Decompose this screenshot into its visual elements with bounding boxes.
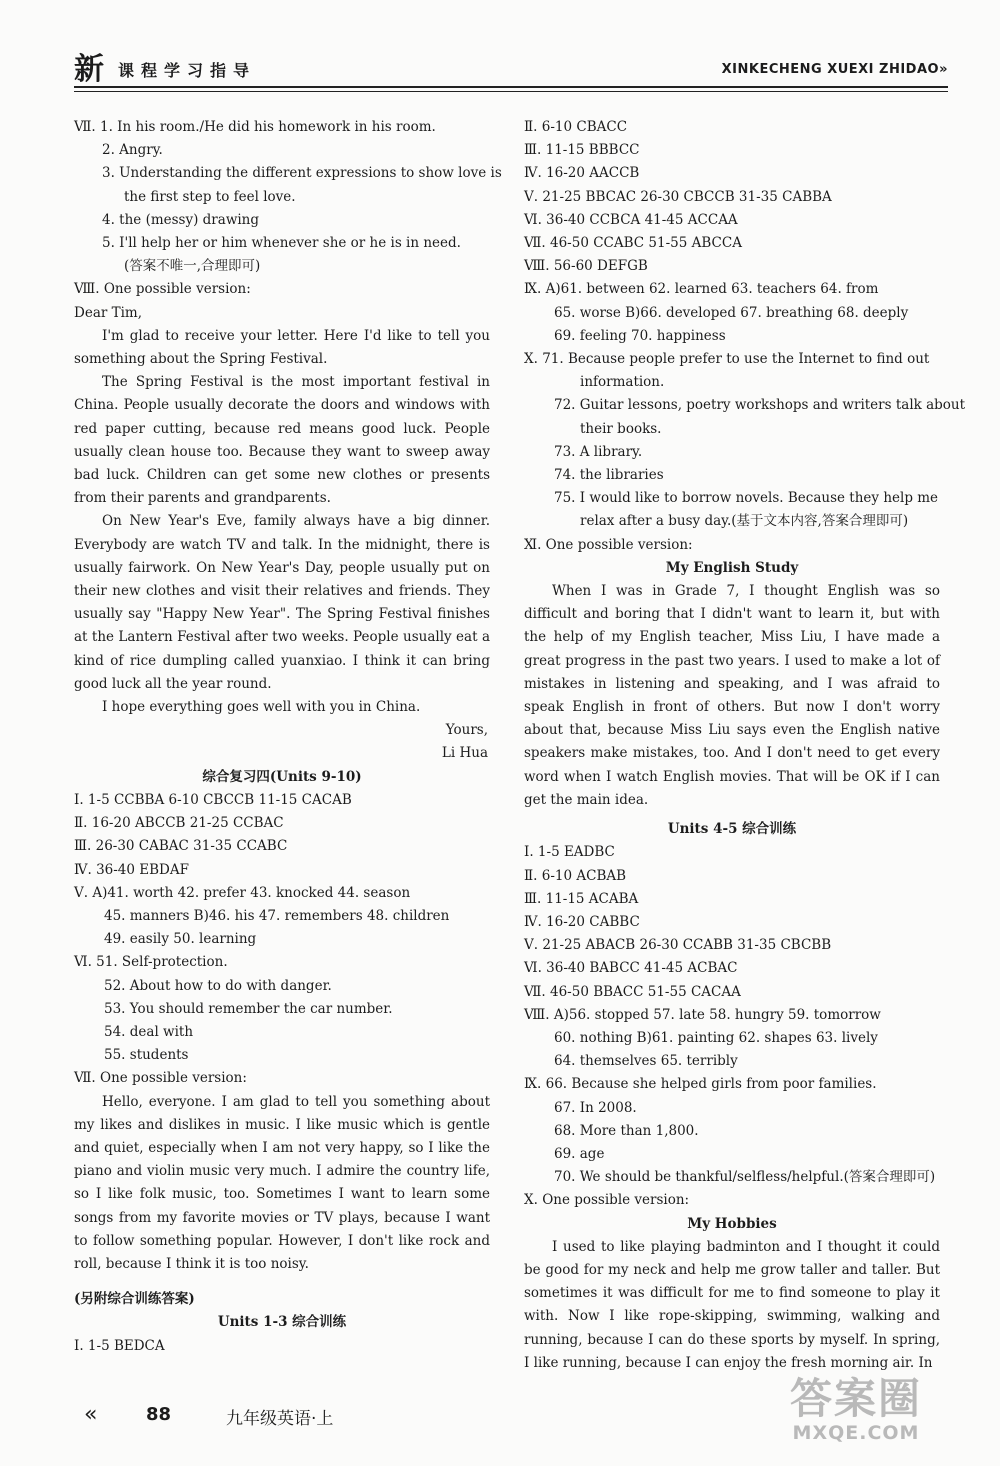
answer-note: (答案不唯一,合理即可) <box>124 258 261 275</box>
answer-line: Ⅰ. 1-5 BEDCA <box>74 1337 165 1354</box>
section-intro: Ⅶ. One possible version: <box>74 1070 247 1087</box>
answer-line: 45. manners B)46. his 47. remembers 48. children <box>104 907 450 924</box>
answer-line: 60. nothing B)61. painting 62. shapes 63. lively <box>554 1029 878 1046</box>
essay-title: My English Study <box>665 559 799 576</box>
watermark-url: MXQE.COM <box>792 1422 920 1444</box>
letter-paragraph: The Spring Festival is the most important festival in China. People usually decorate the doors and windows with red paper cutting, because red means good luck. People usually clean house too. Because they want to sweep away bad luck. Children can get some new clothes or presents from their parents and grandparents. <box>74 374 490 507</box>
page-number: 88 <box>146 1404 172 1425</box>
watermark-main: 答案圈 <box>790 1374 923 1423</box>
answer-line: Ⅰ. 1-5 EADBC <box>524 844 615 861</box>
speech-paragraph: Hello, everyone. I am glad to tell you something about my likes and dislikes in music. I like music which is gentle and quiet, especially when I am not very happy, so I like the piano and violin music very much. I admire the country life, so I like folk music, too. Sometimes I want to learn some songs from my favorite movies or TV plays, because I want to follow something popular. However, I don't like rock and roll, because I think it is too noisy. <box>74 1093 490 1272</box>
answer-line: Ⅳ. 16-20 AACCB <box>524 165 640 182</box>
answer-line: Ⅵ. 51. Self-protection. <box>74 954 228 971</box>
extra-title: (另附综合训练答案) <box>74 1291 195 1308</box>
answer-line: Ⅸ. 66. Because she helped girls from poor families. <box>524 1076 877 1093</box>
essay-title: My Hobbies <box>687 1215 777 1232</box>
answer-line: Ⅷ. A)56. stopped 57. late 58. hungry 59. tomorrow <box>524 1006 881 1023</box>
answer-line: Ⅱ. 6-10 ACBAB <box>524 867 627 884</box>
section-intro: Ⅷ. One possible version: <box>74 281 251 298</box>
essay-paragraph: I used to like playing badminton and I thought it could be good for my neck and help me grow taller and taller. But sometimes it was difficult for me to find someone to play it with. Now I like rope-skipping, swimming, walking and running, because I can do these sports by myself. In spring, I like running, because I can enjoy the fresh morning air. In <box>524 1238 940 1371</box>
answer-line: 5. I'll help her or him whenever she or he is in need. <box>102 235 461 252</box>
left-column <box>74 116 502 1358</box>
answer-line: 4. the (messy) drawing <box>102 211 260 228</box>
letter-signer: Li Hua <box>441 745 488 762</box>
answer-line: Ⅶ. 46-50 CCABC 51-55 ABCCA <box>524 235 742 252</box>
answer-line: 53. You should remember the car number. <box>104 1000 393 1017</box>
header-logo: 新 <box>74 52 104 87</box>
answer-line: 74. the libraries <box>554 467 664 484</box>
header-title-en-text: XINKECHENG XUEXI ZHIDAO <box>721 62 940 77</box>
answer-line: 75. I would like to borrow novels. Because they help me <box>554 490 939 507</box>
letter-signoff: Yours, <box>445 722 488 739</box>
header-title-en <box>722 62 948 77</box>
footer-arrow-icon: « <box>84 1402 98 1427</box>
answer-line: Ⅰ. 1-5 CCBBA 6-10 CBCCB 11-15 CACAB <box>74 791 352 808</box>
answer-line: the first step to feel love. <box>124 188 296 205</box>
section-intro: Ⅺ. One possible version: <box>524 536 693 553</box>
answer-line: 52. About how to do with danger. <box>104 977 332 994</box>
answer-line: Ⅱ. 16-20 ABCCB 21-25 CCBAC <box>74 815 284 832</box>
answer-line: Ⅱ. 6-10 CBACC <box>524 119 628 135</box>
right-column <box>524 116 966 1375</box>
answer-line: Ⅶ. 1. In his room./He did his homework in his room. <box>74 119 436 135</box>
answer-line: 2. Angry. <box>102 142 163 159</box>
watermark <box>790 1376 922 1444</box>
answer-line: Ⅴ. 21-25 ABACB 26-30 CCABB 31-35 CBCBB <box>524 937 832 954</box>
answer-line: 54. deal with <box>104 1023 194 1040</box>
answer-line: 69. feeling 70. happiness <box>554 327 726 344</box>
section-title: Units 1-3 综合训练 <box>217 1314 347 1331</box>
answer-line: 65. worse B)66. developed 67. breathing 68. deeply <box>554 304 909 321</box>
section-title: Units 4-5 综合训练 <box>667 821 797 838</box>
answer-line: 70. We should be thankful/selfless/helpful.(答案合理即可) <box>554 1169 936 1186</box>
answer-line: Ⅶ. 46-50 BBACC 51-55 CACAA <box>524 983 741 1000</box>
answer-line: Ⅴ. A)41. worth 42. prefer 43. knocked 44. season <box>74 884 411 901</box>
answer-line: Ⅳ. 36-40 EBDAF <box>74 861 189 878</box>
answer-line: Ⅲ. 11-15 BBBCC <box>524 142 640 159</box>
spacer <box>74 1276 490 1288</box>
answer-line: 64. themselves 65. terribly <box>554 1053 738 1070</box>
answer-line: Ⅳ. 16-20 CABBC <box>524 913 640 930</box>
answer-line: 68. More than 1,800. <box>554 1122 699 1139</box>
answer-line: 49. easily 50. learning <box>104 931 257 948</box>
answer-line: Ⅲ. 26-30 CABAC 31-35 CCABC <box>74 838 288 855</box>
letter-paragraph: On New Year's Eve, family always have a big dinner. Everybody are watch TV and talk. In the midnight, there is usually fairwork. On New Year's Day, people usually put on their new clothes and visit their relatives and friends. They usually say "Happy New Year". The Spring Festival finishes at the Lantern Festival after two weeks. People usually eat a kind of rice dumpling called yuanxiao. I think it can bring good luck all the year round. <box>74 513 490 692</box>
answer-line: their books. <box>580 420 662 437</box>
header-title-cn: 课程学习指导 <box>118 61 257 80</box>
header-rule <box>74 86 948 92</box>
answer-line: information. <box>580 374 665 391</box>
footer-subject: 九年级英语·上 <box>226 1409 334 1429</box>
answer-line: Ⅷ. 56-60 DEFGB <box>524 258 648 275</box>
answer-line: Ⅲ. 11-15 ACABA <box>524 890 639 907</box>
header-arrow-icon: » <box>939 62 948 77</box>
essay-paragraph: When I was in Grade 7, I thought English was so difficult and boring that I didn't want to learn it, but with the help of my English teacher, Miss Liu, I have made a great progress in the past two years. I used to make a lot of mistakes in listening and speaking, and I was afraid to speak English in front of others. But now I don't worry about that, because Miss Liu says even the English native speakers make mistakes, too. And I don't need to get every word when I watch English movies. That will be OK if I can get the main idea. <box>524 583 940 808</box>
letter-paragraph: I hope everything goes well with you in China. <box>102 699 421 716</box>
section-title: 综合复习四(Units 9-10) <box>202 768 362 785</box>
answer-line: 67. In 2008. <box>554 1099 637 1116</box>
section-intro: Ⅹ. One possible version: <box>524 1192 690 1209</box>
answer-line: 55. students <box>104 1047 189 1064</box>
letter-greeting: Dear Tim, <box>74 304 143 321</box>
answer-line: Ⅵ. 36-40 CCBCA 41-45 ACCAA <box>524 211 738 228</box>
answer-line: Ⅹ. 71. Because people prefer to use the Internet to find out <box>524 351 930 368</box>
answer-line: relax after a busy day.(基于文本内容,答案合理即可) <box>580 513 909 530</box>
answer-line: Ⅵ. 36-40 BABCC 41-45 ACBAC <box>524 960 738 977</box>
answer-line: 72. Guitar lessons, poetry workshops and writers talk about <box>554 397 966 414</box>
answer-line: Ⅸ. A)61. between 62. learned 63. teachers 64. from <box>524 281 879 298</box>
answer-line: 73. A library. <box>554 443 643 460</box>
answer-line: 3. Understanding the different expressions to show love is <box>102 165 502 182</box>
letter-paragraph: I'm glad to receive your letter. Here I'd like to tell you something about the Spring Festival. <box>74 327 490 368</box>
answer-line: 69. age <box>554 1145 605 1162</box>
answer-line: Ⅴ. 21-25 BBCAC 26-30 CBCCB 31-35 CABBA <box>524 188 832 205</box>
